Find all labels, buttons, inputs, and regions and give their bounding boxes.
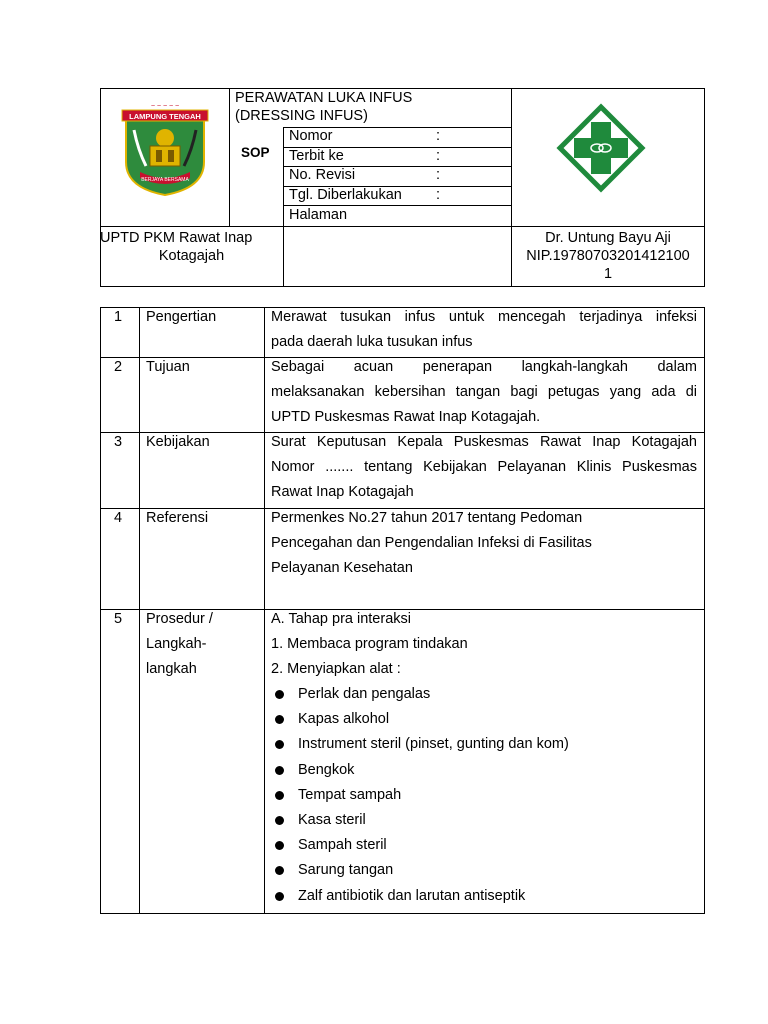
- emblem-banner-text: LAMPUNG TENGAH: [129, 112, 201, 121]
- list-item: Perlak dan pengalas: [271, 682, 697, 707]
- puskesmas-cross-icon: [554, 103, 648, 193]
- list-item: Instrument steril (pinset, gunting dan kom): [271, 732, 697, 757]
- signer-nip-line2: 1: [603, 266, 613, 282]
- row-number: 1: [114, 309, 123, 325]
- sop-title-line1: PERAWATAN LUKA INFUS: [235, 90, 413, 106]
- field-nomor-label: Nomor: [289, 128, 333, 144]
- row-label: langkah: [146, 661, 197, 677]
- org-name-line1: UPTD PKM Rawat Inap: [100, 230, 253, 246]
- field-terbit-label: Terbit ke: [289, 148, 344, 164]
- lampung-tengah-emblem-icon: [120, 100, 210, 196]
- row-text: Pencegahan dan Pengendalian Infeksi di Fasilitas: [271, 535, 592, 551]
- row-label: Prosedur /: [146, 611, 213, 627]
- field-revisi-colon: :: [436, 167, 441, 183]
- procedure-step: 2. Menyiapkan alat :: [271, 661, 401, 677]
- row-number: 2: [114, 359, 123, 375]
- sop-title-line2: (DRESSING INFUS): [235, 108, 368, 124]
- row-text: Surat Keputusan Kepala Puskesmas Rawat Inap Kotagajah: [271, 434, 697, 450]
- row-label: Kebijakan: [146, 434, 210, 450]
- org-name-line2: Kotagajah: [158, 248, 225, 264]
- field-halaman-label: Halaman: [289, 207, 348, 223]
- list-item: Bengkok: [271, 758, 697, 783]
- row-text: Sebagai acuan penerapan langkah-langkah dalam: [271, 359, 697, 375]
- row-label: Langkah-: [146, 636, 207, 652]
- svg-text:~ ~ ~ ~ ~: ~ ~ ~ ~ ~: [150, 103, 180, 110]
- row-label: Pengertian: [146, 309, 217, 325]
- row-text: melaksanakan kebersihan tangan bagi petugas yang ada di: [271, 384, 697, 400]
- row-text: UPTD Puskesmas Rawat Inap Kotagajah.: [271, 409, 541, 425]
- row-text: Rawat Inap Kotagajah: [271, 484, 414, 500]
- procedure-stage-heading: A. Tahap pra interaksi: [271, 611, 411, 627]
- row-number: 5: [114, 611, 123, 627]
- emblem-motto-text: BERJAYA BERSAMA: [141, 177, 189, 183]
- row-number: 4: [114, 510, 123, 526]
- field-revisi-label: No. Revisi: [289, 167, 356, 183]
- field-nomor-colon: :: [436, 128, 441, 144]
- signer-nip-line1: NIP.19780703201412100: [526, 248, 690, 264]
- list-item: Kapas alkohol: [271, 707, 697, 732]
- list-item: Kasa steril: [271, 808, 697, 833]
- field-terbit-colon: :: [436, 148, 441, 164]
- procedure-step: 1. Membaca program tindakan: [271, 636, 468, 652]
- signer-name: Dr. Untung Bayu Aji: [545, 230, 671, 246]
- list-item: Sarung tangan: [271, 858, 697, 883]
- row-label: Referensi: [146, 510, 209, 526]
- row-text: Pelayanan Kesehatan: [271, 560, 413, 576]
- equipment-list: [271, 682, 697, 909]
- field-tanggal-label: Tgl. Diberlakukan: [289, 187, 402, 203]
- list-item: Zalf antibiotik dan larutan antiseptik: [271, 884, 697, 909]
- row-label: Tujuan: [146, 359, 190, 375]
- row-text: Permenkes No.27 tahun 2017 tentang Pedoman: [271, 510, 583, 526]
- sop-label: SOP: [241, 145, 270, 160]
- row-number: 3: [114, 434, 123, 450]
- list-item: Sampah steril: [271, 833, 697, 858]
- list-item: Tempat sampah: [271, 783, 697, 808]
- row-text: Nomor ....... tentang Kebijakan Pelayanan Klinis Puskesmas: [271, 459, 697, 475]
- row-text: Merawat tusukan infus untuk mencegah terjadinya infeksi: [271, 309, 697, 325]
- field-tanggal-colon: :: [436, 187, 441, 203]
- row-text: pada daerah luka tusukan infus: [271, 334, 473, 350]
